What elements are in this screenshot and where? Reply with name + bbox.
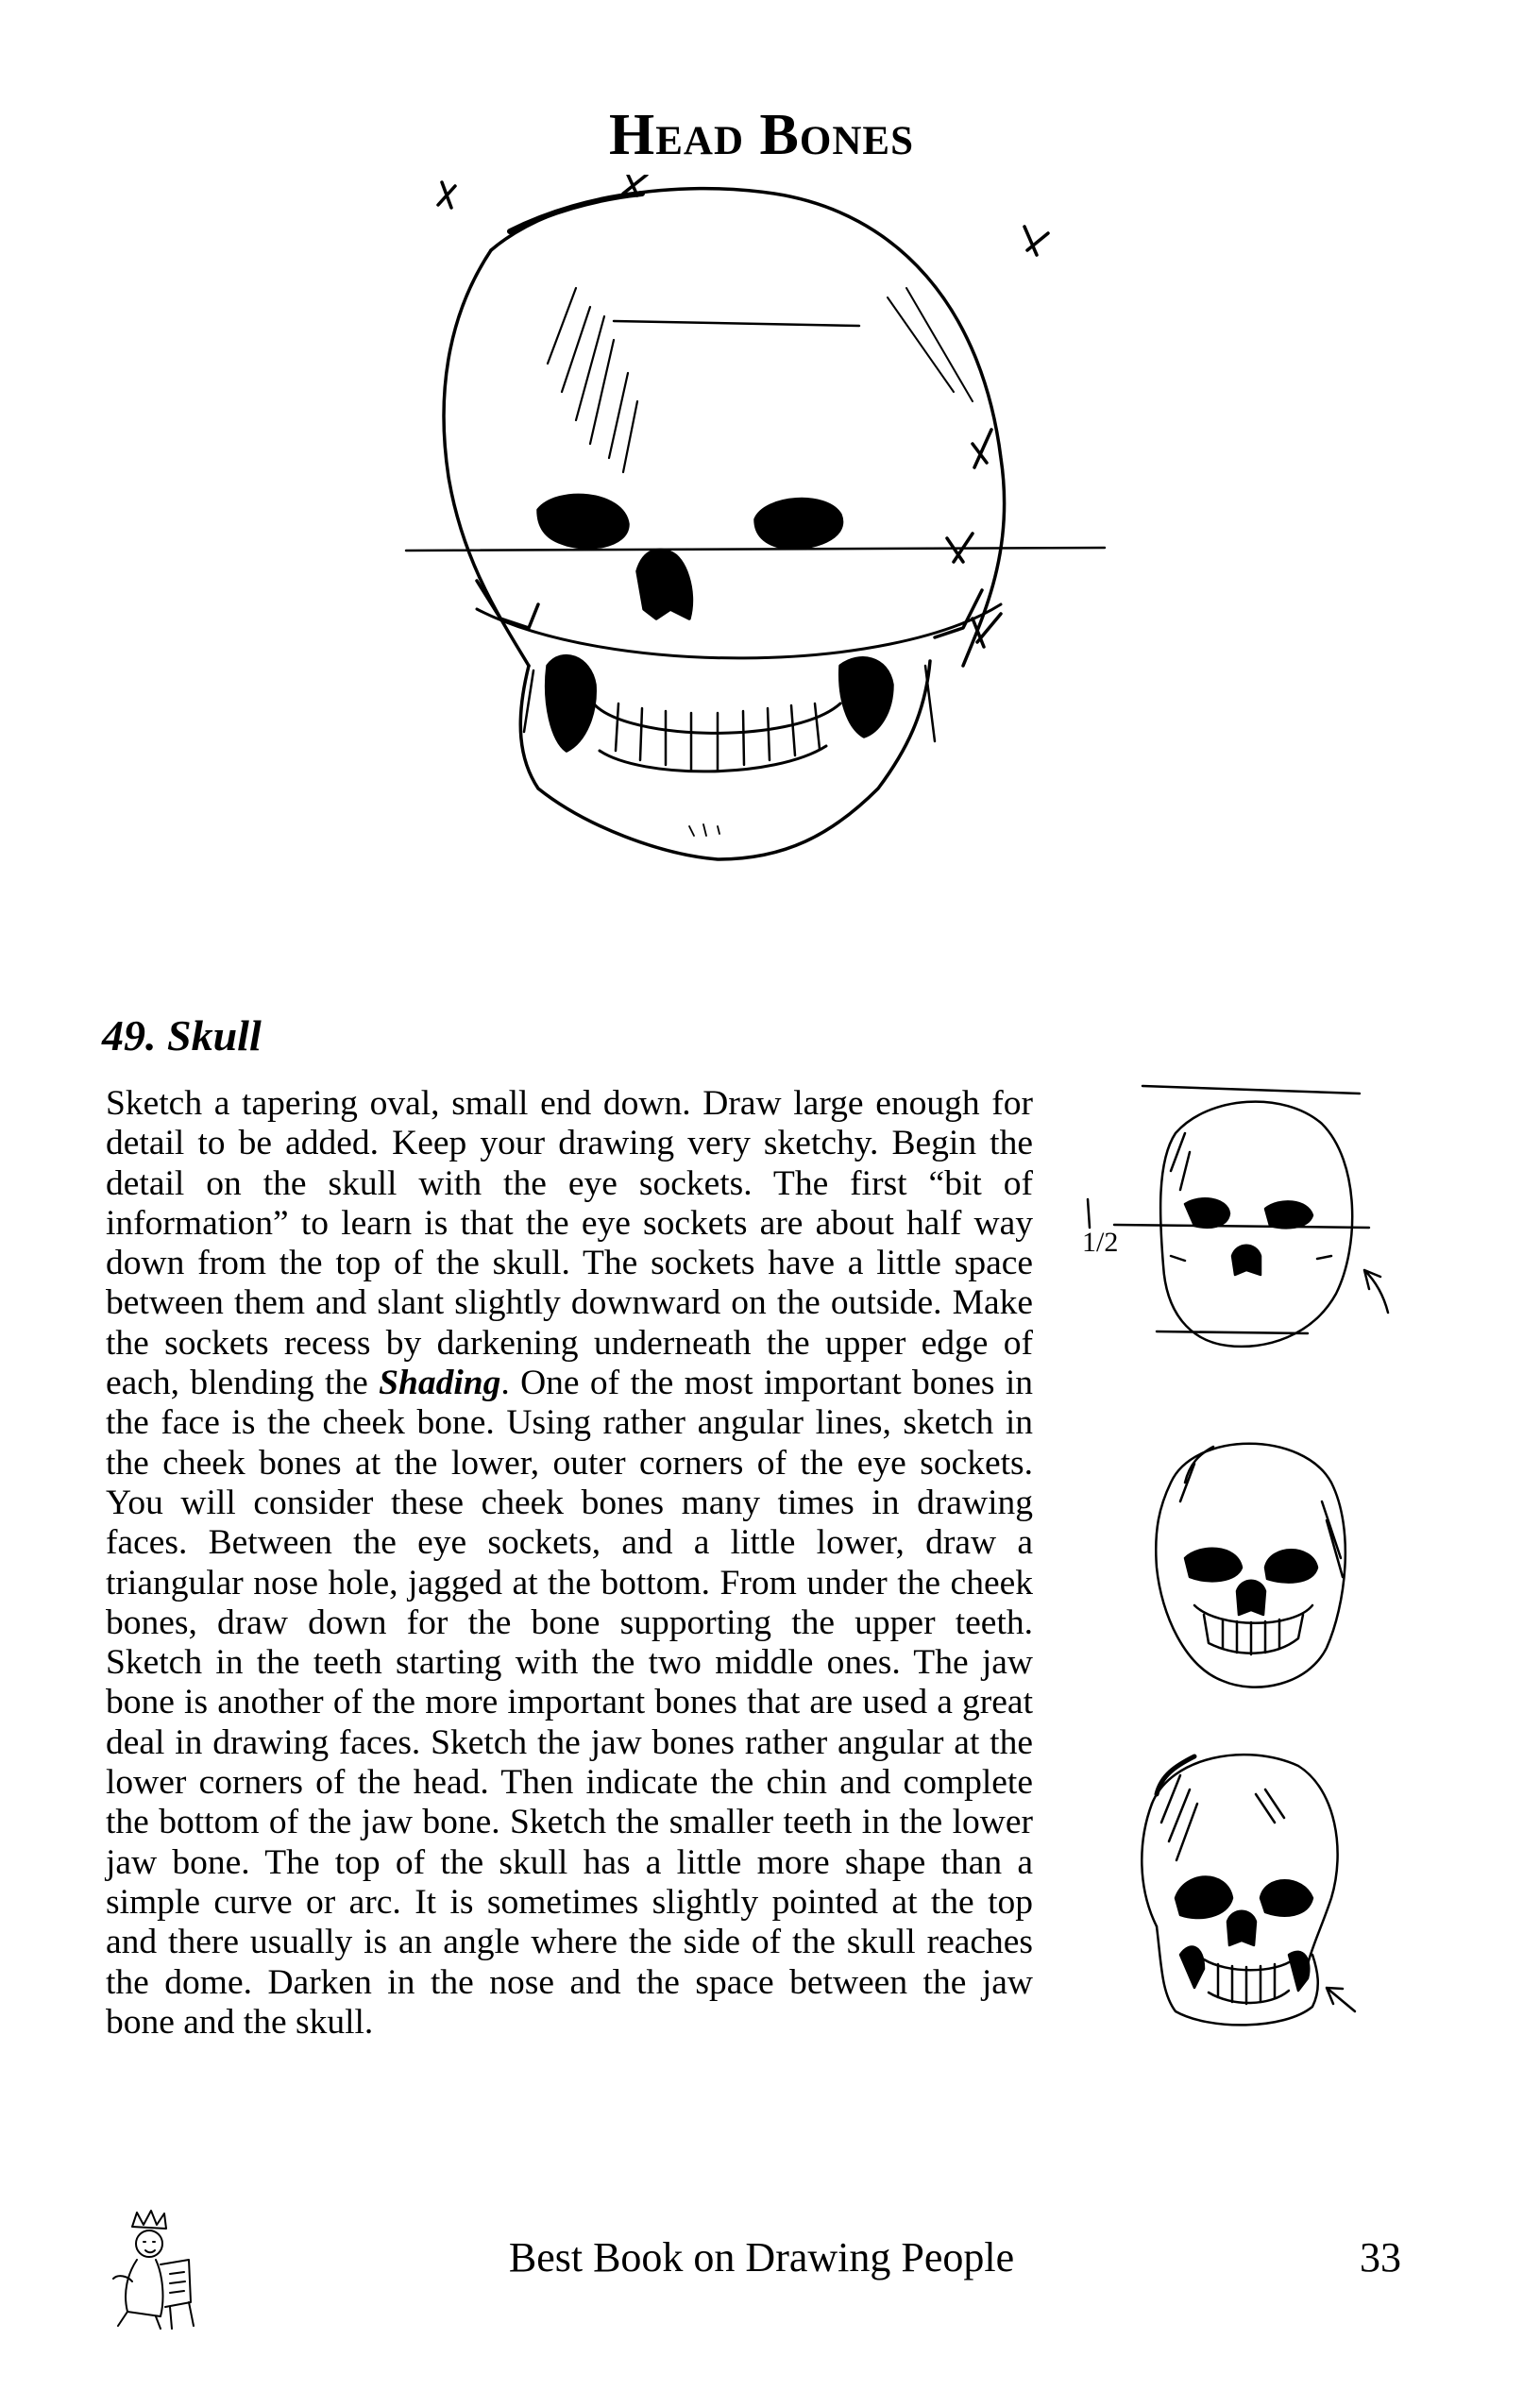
footer-book-title: Best Book on Drawing People	[508, 2234, 1015, 2281]
skull-step-2-icon	[1142, 1426, 1360, 1700]
skull-drawing-icon	[397, 175, 1133, 996]
instruction-paragraph	[106, 1084, 1033, 2043]
paragraph-emphasis: Shading	[379, 1364, 501, 1403]
skull-step-3-icon	[1124, 1738, 1369, 2049]
paragraph-part-2: . One of the most important bones in the face is the cheek bone. Using rather angular lines, sketch in the cheek bones at the lower, outer corners of the eye sockets. You will consider these cheek bones many times in drawing faces. Between the eye sockets, and a little lower, draw a triangular nose hole, jagged at the bottom. From under the cheek bones, draw down for the bone supporting the upper teeth. Sketch in the teeth starting with the two middle ones. The jaw bone is another of the more important bones that are used a great deal in drawing faces. Sketch the jaw bones rather angular at the lower corners of the head. Then indicate the chin and complete the bottom of the jaw bone. Sketch the smaller teeth in the lower jaw bone. The top of the skull has a little more shape than a simple curve or arc. It is sometimes slightly pointed at the top and there usually is an angle where the side of the skull reaches the dome. Darken in the nose and the space between the jaw bone and the skull.	[106, 1364, 1033, 2042]
paragraph-part-1: Sketch a tapering oval, small end down. Draw large enough for detail to be added. Keep your drawing very sketchy. Begin the detail on the skull with the eye sockets. The first “bit of information” to learn is that the eye sockets are about half way down from the top of the skull. The sockets have a little space between them and slant slightly downward on the outside. Make the sockets recess by darkening underneath the upper edge of each, blending the	[106, 1084, 1033, 1403]
half-mark-note: 1/2	[1082, 1227, 1119, 1258]
section-heading: 49. Skull	[102, 1011, 262, 1060]
page-number: 33	[1360, 2234, 1401, 2281]
skull-step-1-icon	[1076, 1077, 1416, 1379]
page-title: Head Bones	[609, 103, 914, 167]
